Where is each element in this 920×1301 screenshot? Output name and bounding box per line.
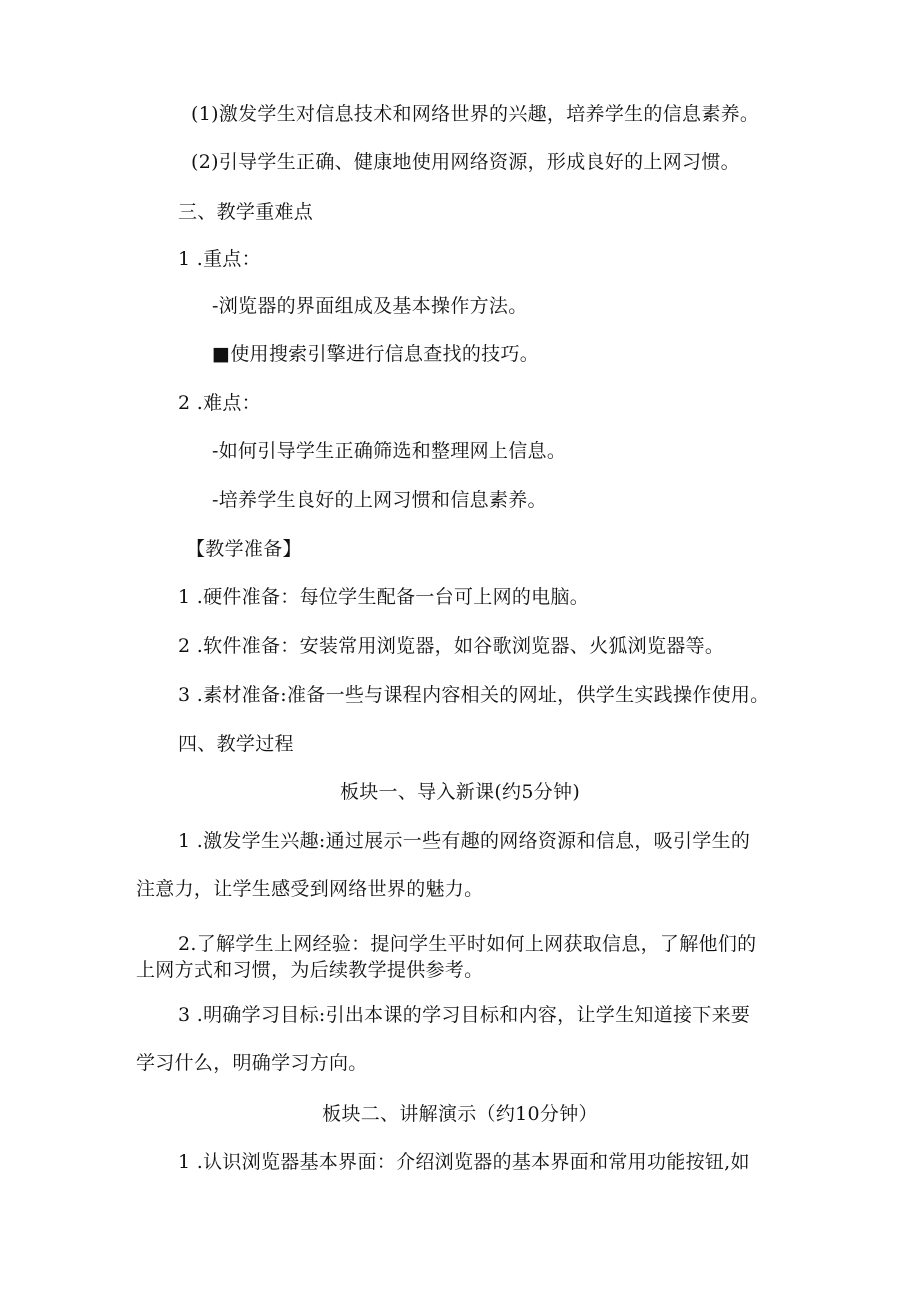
block-1-title: 板块一、导入新课(约5分钟) [339, 781, 581, 803]
section-heading-process: 四、教学过程 [178, 733, 294, 755]
block-1-item-1-line-2: 注意力，让学生感受到网络世界的魅力。 [136, 878, 484, 900]
block-2-title: 板块二、讲解演示（约10分钟） [322, 1103, 598, 1125]
block-1-item-3-line-2: 学习什么，明确学习方向。 [136, 1052, 368, 1074]
block-2-item-1-line-1: 1 .认识浏览器基本界面：介绍浏览器的基本界面和常用功能按钮,如 [178, 1151, 750, 1173]
difficult-point-item-2: -培养学生良好的上网习惯和信息素养。 [212, 489, 547, 511]
block-1-item-1-line-1: 1 .激发学生兴趣:通过展示一些有趣的网络资源和信息，吸引学生的 [178, 830, 751, 852]
key-point-item-1: -浏览器的界面组成及基本操作方法。 [212, 295, 528, 317]
preparation-item-1: 1 .硬件准备：每位学生配备一台可上网的电脑。 [178, 586, 590, 608]
key-point-item-2: ■使用搜索引擎进行信息查找的技巧。 [212, 343, 540, 365]
objective-2: (2)引导学生正确、健康地使用网络资源，形成良好的上网习惯。 [191, 151, 740, 173]
preparation-item-3: 3 .素材准备:准备一些与课程内容相关的网址，供学生实践操作使用。 [178, 684, 770, 706]
preparation-heading: 【教学准备】 [186, 538, 302, 560]
difficult-points-label: 2 .难点： [178, 392, 261, 414]
section-heading-key-difficult: 三、教学重难点 [178, 201, 314, 223]
difficult-point-item-1: -如何引导学生正确筛选和整理网上信息。 [212, 440, 567, 462]
preparation-item-2: 2 .软件准备：安装常用浏览器，如谷歌浏览器、火狐浏览器等。 [178, 635, 725, 657]
block-1-item-2-line-1: 2.了解学生上网经验：提问学生平时如何上网获取信息，了解他们的 [178, 933, 757, 955]
block-1-item-2-line-2: 上网方式和习惯，为后续教学提供参考。 [136, 959, 484, 981]
block-1-item-3-line-1: 3 .明确学习目标:引出本课的学习目标和内容，让学生知道接下来要 [178, 1004, 751, 1026]
objective-1: (1)激发学生对信息技术和网络世界的兴趣，培养学生的信息素养。 [191, 103, 760, 125]
key-points-label: 1 .重点： [178, 248, 261, 270]
